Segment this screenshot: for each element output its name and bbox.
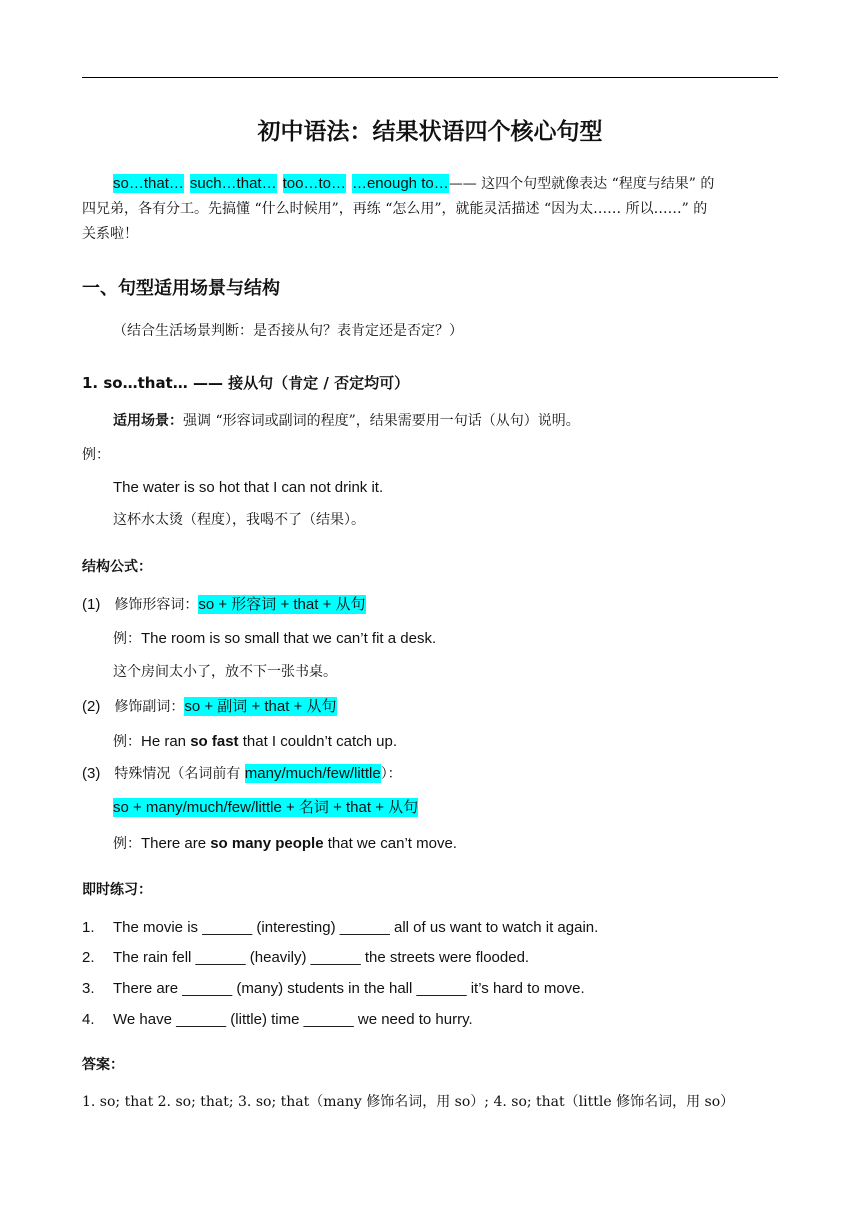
formula-1-num: (1)	[82, 596, 101, 613]
example-bold: so many people	[210, 835, 324, 852]
section-note: （结合生活场景判断：是否接从句？表肯定还是否定？）	[113, 323, 463, 339]
formula-2-highlight: so + 副词 + that + 从句	[184, 698, 337, 715]
formula-2-num: (2)	[82, 698, 101, 715]
formula-3-highlight: so + many/much/few/little + 名词 + that + 从句	[113, 799, 419, 816]
example-text: that we can’t move.	[323, 835, 457, 852]
subsection-heading: 1. so…that… —— 接从句（肯定 / 否定均可）	[82, 374, 410, 392]
practice-text: The rain fell ______ (heavily) ______ the streets were flooded.	[113, 949, 530, 966]
scene-line	[113, 411, 580, 431]
example-bold: so fast	[190, 733, 239, 750]
intro-line-1	[113, 174, 714, 194]
formula-3-text: 特殊情况（名词前有	[114, 766, 245, 782]
practice-item	[82, 948, 529, 968]
scene-label: 适用场景：	[113, 413, 183, 429]
pattern-enough-to: …enough to…	[351, 175, 449, 192]
practice-item	[82, 979, 585, 999]
example-prefix: 例：	[113, 631, 141, 647]
formula-3-line	[82, 764, 402, 784]
section-heading: 一、句型适用场景与结构	[82, 278, 280, 299]
answer-label: 答案：	[82, 1057, 124, 1073]
example-text: There are	[141, 835, 211, 852]
pattern-so-that: so…that…	[113, 175, 184, 192]
header-rule	[82, 77, 778, 78]
formula-1-example	[113, 629, 436, 649]
formula-1-example-cn: 这个房间太小了，放不下一张书桌。	[113, 664, 337, 680]
practice-item	[82, 918, 598, 938]
formula-3-text-highlight: many/much/few/little	[244, 765, 381, 782]
page-title: 初中语法：结果状语四个核心句型	[257, 119, 603, 145]
formula-1-line	[82, 595, 366, 615]
formula-3-num: (3)	[82, 765, 101, 782]
example-en: The water is so hot that I can not drink it.	[113, 479, 384, 496]
practice-item	[82, 1010, 473, 1030]
practice-number: 4.	[82, 1011, 95, 1028]
practice-text: The movie is ______ (interesting) ______ all of us want to watch it again.	[113, 919, 599, 936]
pattern-such-that: such…that…	[189, 175, 277, 192]
example-text: that I couldn’t catch up.	[238, 733, 397, 750]
intro-line-3: 关系啦！	[82, 226, 138, 242]
intro-line-2: 四兄弟，各有分工。先搞懂 “什么时候用”，再练 “怎么用”，就能灵活描述 “因为太…… 所以……” 的	[82, 201, 708, 217]
pattern-too-to: too…to…	[282, 175, 346, 192]
example-prefix: 例：	[113, 734, 141, 750]
example-text: He ran	[141, 733, 191, 750]
practice-number: 3.	[82, 980, 95, 997]
formula-1-highlight: so + 形容词 + that + 从句	[198, 596, 366, 613]
formula-3-formula-line	[113, 798, 418, 818]
practice-label: 即时练习：	[82, 882, 152, 898]
practice-text: We have ______ (little) time ______ we need to hurry.	[113, 1011, 473, 1028]
formula-2-line	[82, 697, 337, 717]
formula-1-text: 修饰形容词：	[114, 597, 199, 613]
practice-number: 2.	[82, 949, 95, 966]
scene-text: 强调 “形容词或副词的程度”，结果需要用一句话（从句）说明。	[183, 413, 580, 429]
practice-number: 1.	[82, 919, 95, 936]
example-label: 例：	[82, 447, 110, 463]
formula-2-example	[113, 732, 397, 752]
formula-3-example	[113, 834, 457, 854]
formula-2-text: 修饰副词：	[114, 699, 185, 715]
answer-text: 1. so; that 2. so; that; 3. so; that（many 修饰名词，用 so）; 4. so; that（little 修饰名词，用 so）	[82, 1094, 735, 1110]
intro-line-1-rest: —— 这四个句型就像表达 “程度与结果” 的	[448, 176, 715, 192]
practice-text: There are ______ (many) students in the hall ______ it’s hard to move.	[113, 980, 585, 997]
formula-1-example-en: The room is so small that we can’t fit a desk.	[141, 630, 437, 647]
formula-3-text-end: ）：	[380, 766, 402, 782]
formula-label: 结构公式：	[82, 559, 152, 575]
example-cn: 这杯水太烫（程度），我喝不了（结果）。	[113, 512, 365, 528]
example-prefix: 例：	[113, 836, 141, 852]
